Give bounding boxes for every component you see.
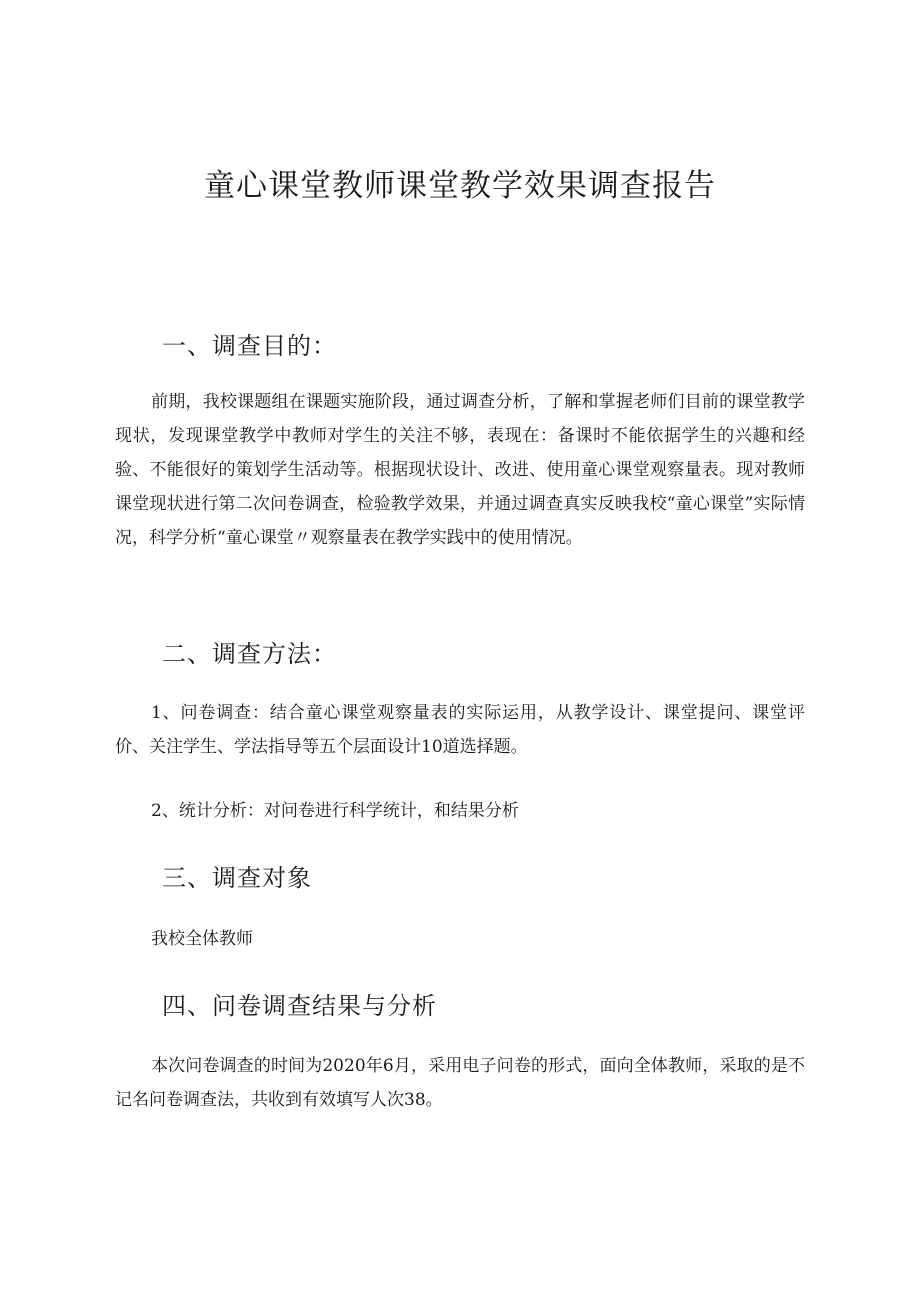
section-heading-subjects: 三、调查对象 [162,864,312,892]
section-results-paragraph: 本次问卷调查的时间为2020年6月，采用电子问卷的形式，面向全体教师，采取的是不记名问卷调查法，共收到有效填写人次38。 [115,1056,805,1110]
section-subjects-paragraph: 我校全体教师 [151,929,253,949]
section-purpose-paragraph: 前期，我校课题组在课题实施阶段，通过调查分析，了解和掌握老师们目前的课堂教学现状，发现课堂教学中教师对学生的关注不够，表现在：备课时不能依据学生的兴趣和经验、不能很好的策划学生活动等。根据现状设计、改进、使用童心课堂观察量表。现对教师课堂现状进行第二次问卷调查，检验教学效果，并通过调查真实反映我校“童心课堂”实际情况，科学分析“童心课堂〃观察量表在教学实践中的使用情况。 [115,392,805,548]
section-heading-method: 二、调查方法： [162,640,337,668]
section-method-paragraph-1: 1、问卷调查：结合童心课堂观察量表的实际运用，从教学设计、课堂提问、课堂评价、关注学生、学法指导等五个层面设计10道选择题。 [115,703,805,757]
section-method-paragraph-2: 2、统计分析：对问卷进行科学统计，和结果分析 [151,801,519,821]
document-title: 童心课堂教师课堂教学效果调查报告 [204,168,716,204]
section-heading-purpose: 一、调查目的： [162,332,337,360]
section-heading-results: 四、问卷调查结果与分析 [162,992,437,1020]
